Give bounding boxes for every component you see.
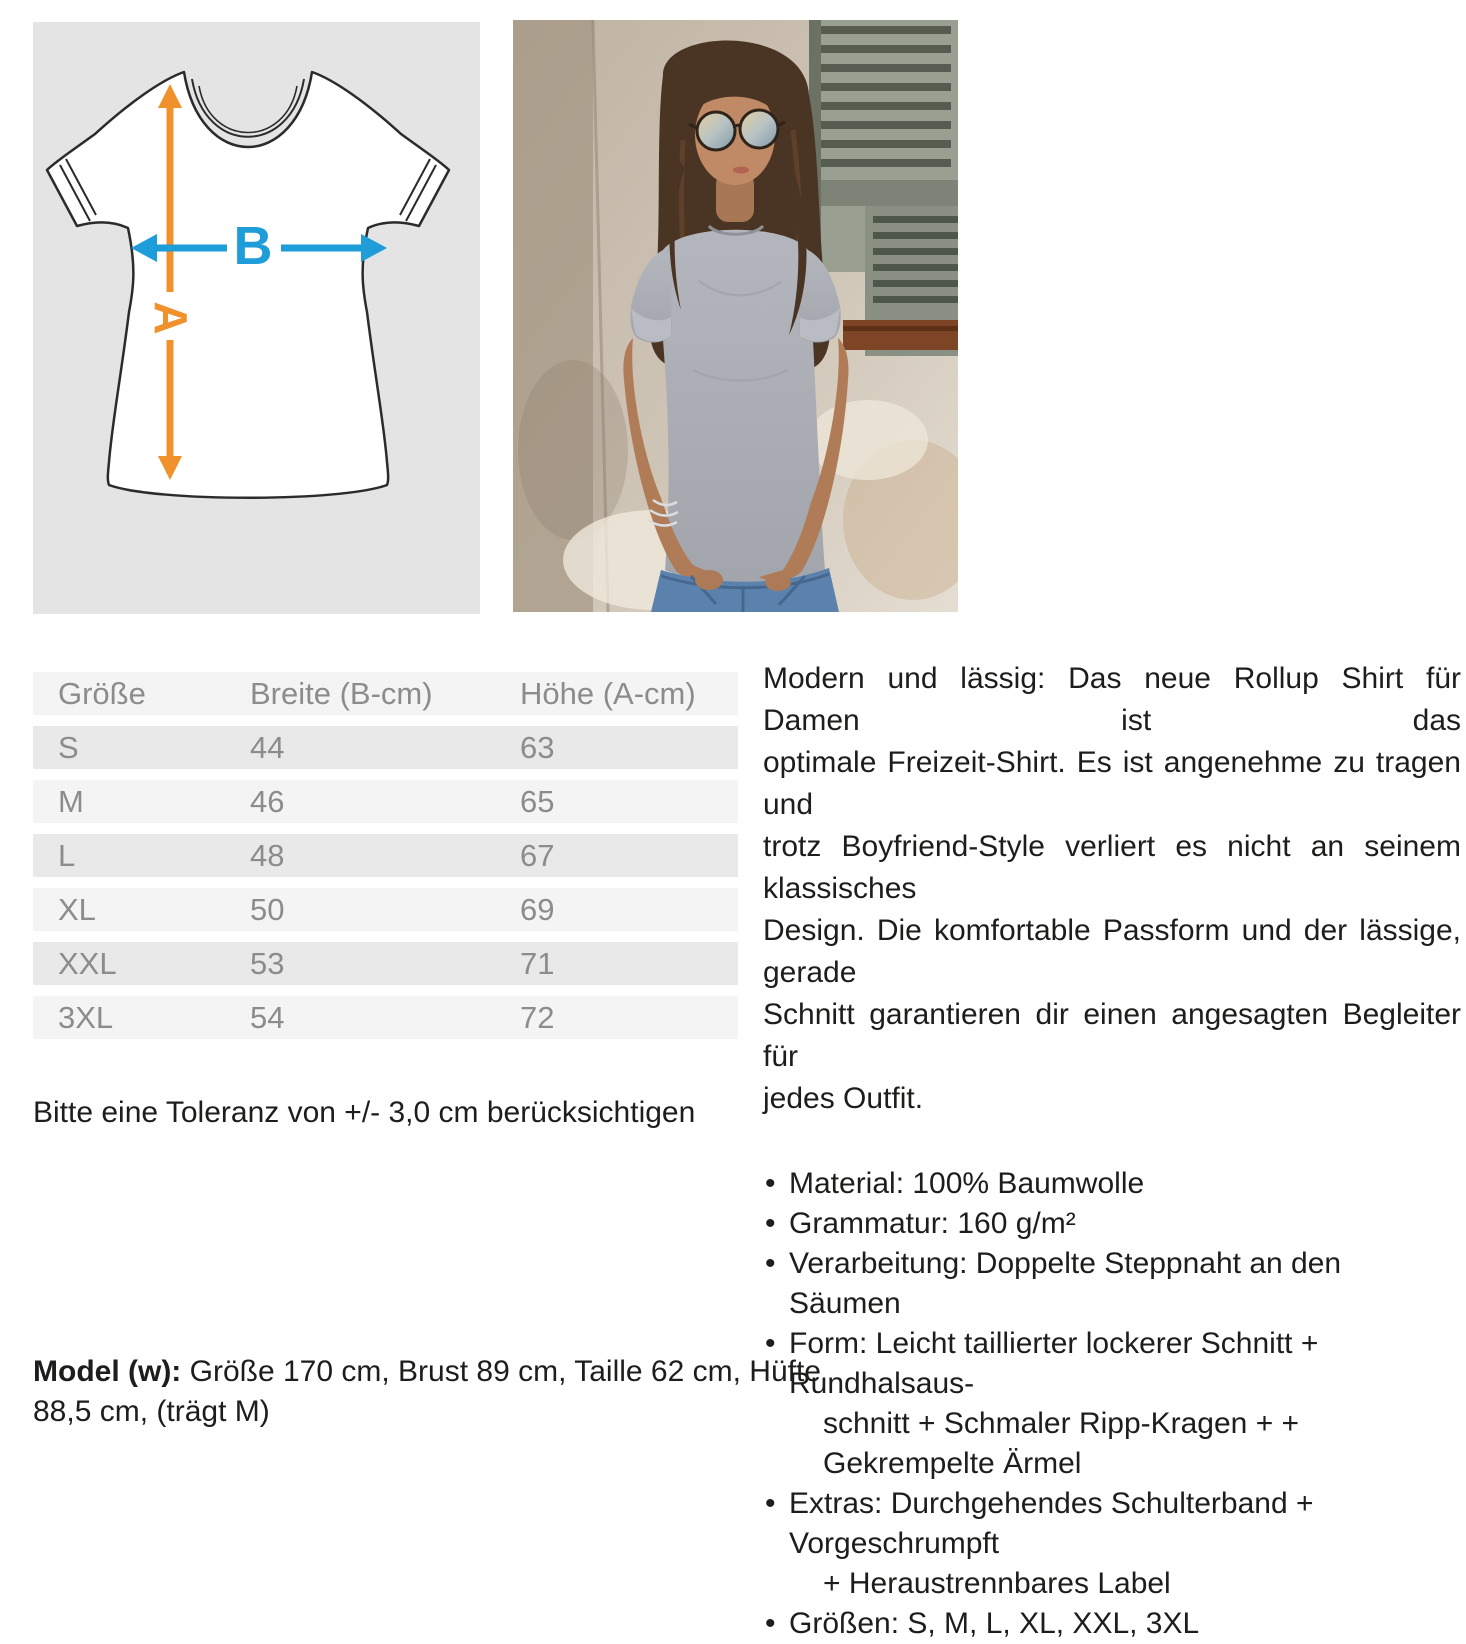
model-info	[33, 1352, 823, 1432]
size-diagram	[33, 22, 480, 614]
bullet-icon: •	[765, 1167, 776, 1200]
bullet-icon: •	[765, 1607, 776, 1640]
bullet-icon: •	[765, 1247, 776, 1280]
column-header-width: Breite (B-cm)	[250, 675, 433, 711]
feature-item-grammatur: • Grammatur: 160 g/m²	[763, 1204, 1461, 1244]
table-header-row	[33, 672, 738, 715]
model-info-line2: 88,5 cm, (trägt M)	[33, 1395, 270, 1428]
feature-list	[763, 1164, 1461, 1644]
feature-item-verarbeitung: • Verarbeitung: Doppelte Steppnaht an den Säumen	[763, 1244, 1461, 1324]
description-line: jedes Outfit.	[763, 1082, 924, 1115]
feature-item-groessen: • Größen: S, M, L, XL, XXL, 3XL	[763, 1604, 1461, 1644]
column-header-size: Größe	[58, 675, 146, 711]
feature-item-form: • Form: Leicht taillierter lockerer Schnitt + Rundhalsaus- schnitt + Schmaler Ripp-Kragen + + Gekrempelte Ärmel	[763, 1324, 1461, 1484]
table-row: S 44 63	[33, 726, 738, 769]
width-label: B	[233, 216, 273, 276]
model-photo	[513, 20, 958, 612]
product-description	[763, 658, 1461, 1120]
table-row: L 48 67	[33, 834, 738, 877]
height-label: A	[145, 301, 197, 335]
feature-item-material: • Material: 100% Baumwolle	[763, 1164, 1461, 1204]
tshirt-outline-icon	[47, 72, 449, 498]
table-row: XL 50 69	[33, 888, 738, 931]
bullet-icon: •	[765, 1207, 776, 1240]
model-info-line1: Größe 170 cm, Brust 89 cm, Taille 62 cm, Hüfte	[181, 1355, 821, 1388]
tolerance-note: Bitte eine Toleranz von +/- 3,0 cm berücksichtigen	[33, 1096, 696, 1129]
column-header-height: Höhe (A-cm)	[520, 675, 696, 711]
table-row: M 46 65	[33, 780, 738, 823]
description-line: trotz Boyfriend-Style verliert es nicht an seinem klassisches	[763, 830, 1461, 905]
size-diagram-panel	[33, 22, 480, 614]
model-info-label: Model (w):	[33, 1355, 182, 1388]
bullet-icon: •	[765, 1487, 776, 1520]
size-table	[33, 672, 738, 1050]
description-line: Modern und lässig: Das neue Rollup Shirt für Damen ist das	[763, 662, 1461, 737]
lips	[733, 167, 749, 174]
product-description-column	[763, 658, 1461, 1644]
description-line: optimale Freizeit-Shirt. Es ist angenehme zu tragen und	[763, 746, 1461, 821]
table-row: XXL 53 71	[33, 942, 738, 985]
model-photo-illustration	[513, 20, 958, 612]
table-row: 3XL 54 72	[33, 996, 738, 1039]
description-line: Schnitt garantieren dir einen angesagten Begleiter für	[763, 998, 1461, 1073]
description-line: Design. Die komfortable Passform und der lässige, gerade	[763, 914, 1461, 989]
feature-item-extras: • Extras: Durchgehendes Schulterband + Vorgeschrumpft + Heraustrennbares Label	[763, 1484, 1461, 1604]
rust-beam	[843, 320, 958, 350]
bullet-icon: •	[765, 1327, 776, 1360]
